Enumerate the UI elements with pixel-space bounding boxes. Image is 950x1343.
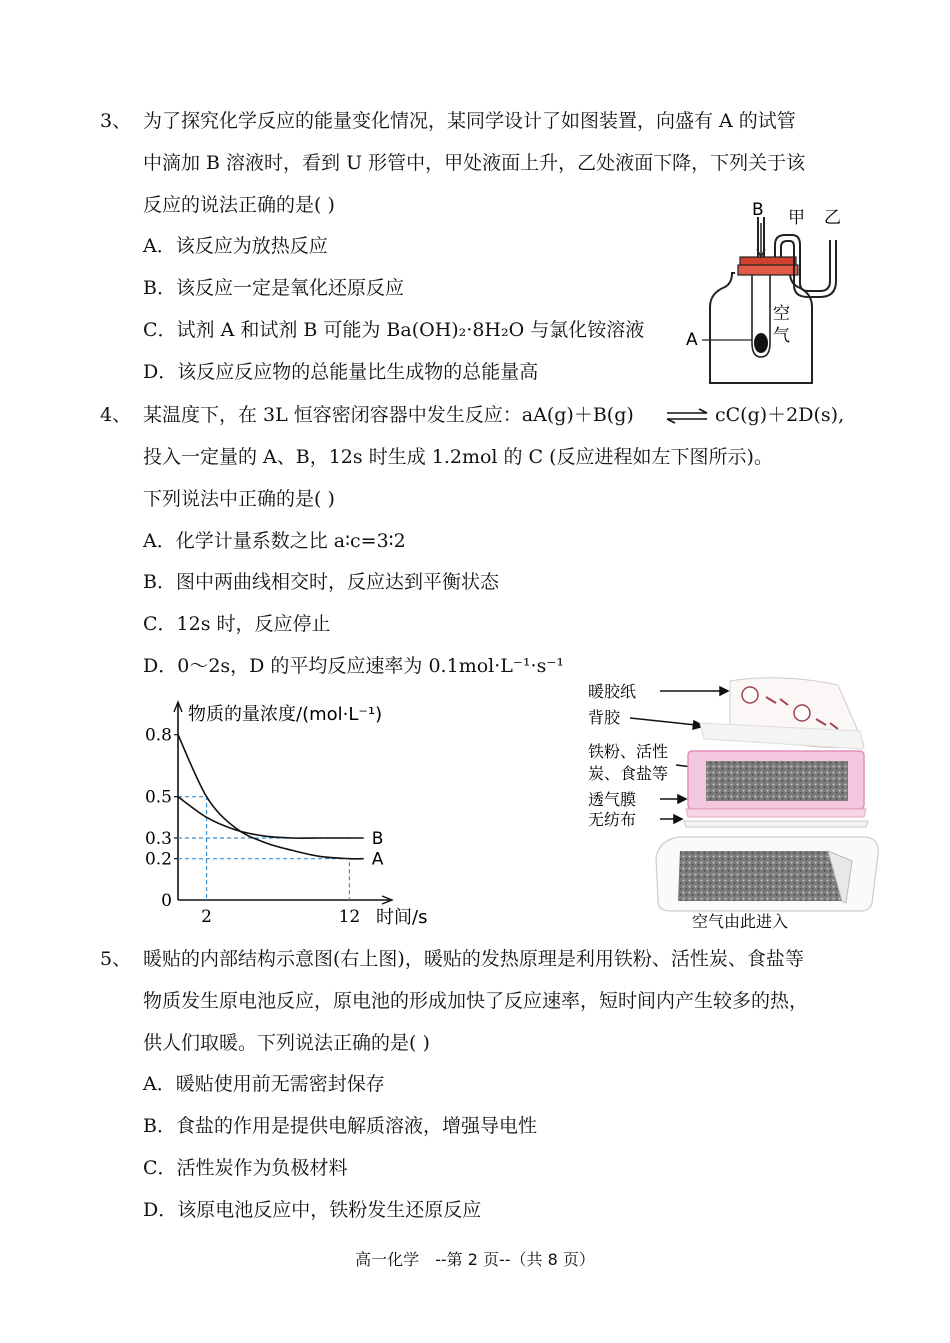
question-3-line-2: 中滴加 B 溶液时，看到 U 形管中，甲处液面上升，乙处液面下降，下列关于该 bbox=[143, 152, 806, 174]
hand-warmer-figure bbox=[580, 675, 900, 935]
bottle-outline bbox=[710, 273, 812, 383]
chart-x-axis-title: 时间/s bbox=[376, 907, 428, 928]
question-4-number: 4、 bbox=[100, 404, 132, 426]
question-3-option-c: C．试剂 A 和试剂 B 可能为 Ba(OH)₂·8H₂O 与氯化铵溶液 bbox=[143, 319, 645, 341]
concentration-chart bbox=[140, 690, 460, 935]
chart-y-tick-label: 0.3 bbox=[144, 829, 172, 849]
question-3-option-d: D．该反应反应物的总能量比生成物的总能量高 bbox=[143, 361, 539, 383]
chart-x-tick-label: 12 bbox=[338, 907, 361, 927]
label-tan: 炭、食盐等 bbox=[588, 764, 669, 783]
question-4-line-1-right: cC(g)＋2D(s), bbox=[715, 404, 845, 426]
question-3-line-1: 为了探究化学反应的能量变化情况，某同学设计了如图装置，向盛有 A 的试管 bbox=[143, 110, 796, 132]
label-qi: 气 bbox=[773, 326, 790, 346]
chart-y-tick-label: 0.5 bbox=[144, 787, 172, 808]
chart-series-A bbox=[178, 735, 364, 859]
question-4-option-a: A．化学计量系数之比 a∶c=3∶2 bbox=[143, 530, 406, 552]
question-3-option-b: B．该反应一定是氧化还原反应 bbox=[143, 277, 404, 299]
label-jia: 甲 bbox=[788, 208, 805, 228]
chart-series-label-A: A bbox=[371, 849, 384, 870]
question-4-option-d: D．0～2s，D 的平均反应速率为 0.1mol·L⁻¹·s⁻¹ bbox=[143, 655, 564, 677]
chart-series-label-B: B bbox=[371, 829, 384, 849]
question-5-option-c: C．活性炭作为负极材料 bbox=[143, 1157, 348, 1179]
equilibrium-arrow-icon bbox=[665, 408, 709, 424]
chart-guide-line bbox=[178, 859, 349, 900]
question-3-number: 3、 bbox=[100, 110, 132, 132]
label-kong: 空 bbox=[773, 304, 790, 324]
page-footer: 高一化学 --第 2 页--（共 8 页） bbox=[355, 1250, 595, 1269]
question-3-line-3: 反应的说法正确的是( ) bbox=[143, 194, 335, 216]
question-5-line-1: 暖贴的内部结构示意图(右上图)，暖贴的发热原理是利用铁粉、活性炭、食盐等 bbox=[143, 948, 804, 970]
non-woven-fabric-layer bbox=[684, 821, 868, 827]
apparatus-figure bbox=[680, 195, 850, 390]
label-touqimo: 透气膜 bbox=[588, 790, 637, 809]
breathable-membrane-layer bbox=[686, 809, 866, 817]
question-4-option-c: C．12s 时，反应停止 bbox=[143, 613, 331, 635]
question-5-option-a: A．暖贴使用前无需密封保存 bbox=[143, 1073, 385, 1095]
question-4-line-3: 下列说法中正确的是( ) bbox=[143, 488, 335, 510]
chart-y-tick-label: 0 bbox=[161, 891, 172, 911]
chart-series-B bbox=[178, 797, 364, 838]
question-5-option-d: D．该原电池反应中，铁粉发生还原反应 bbox=[143, 1199, 482, 1221]
question-5-number: 5、 bbox=[100, 948, 132, 970]
question-3-option-a: A．该反应为放热反应 bbox=[143, 235, 328, 257]
label-wufangbu: 无纺布 bbox=[588, 810, 637, 829]
question-5-line-3: 供人们取暖。下列说法正确的是( ) bbox=[143, 1032, 430, 1054]
question-5-line-2: 物质发生原电池反应，原电池的形成加快了反应速率，短时间内产生较多的热， bbox=[143, 990, 809, 1012]
question-5-option-b: B．食盐的作用是提供电解质溶液，增强导电性 bbox=[143, 1115, 537, 1137]
label-nuanjiaozhi: 暖胶纸 bbox=[588, 682, 637, 701]
label-b: B bbox=[752, 200, 764, 220]
question-4-option-b: B．图中两曲线相交时，反应达到平衡状态 bbox=[143, 571, 499, 593]
chart-guide-line bbox=[178, 797, 207, 900]
label-a: A bbox=[686, 330, 698, 350]
chart-y-axis-title: 物质的量浓度/(mol·L⁻¹) bbox=[188, 704, 383, 725]
chart-y-tick-label: 0.2 bbox=[144, 849, 172, 870]
air-entry-caption: 空气由此进入 bbox=[692, 912, 789, 931]
label-beijiao: 背胶 bbox=[588, 708, 621, 727]
label-tiefen: 铁粉、活性 bbox=[588, 742, 669, 761]
question-4-line-1-left: 某温度下，在 3L 恒容密闭容器中发生反应：aA(g)＋B(g) bbox=[143, 404, 634, 426]
question-4-line-2: 投入一定量的 A、B，12s 时生成 1.2mol 的 C (反应进程如左下图所示)。 bbox=[143, 446, 773, 468]
label-yi: 乙 bbox=[824, 208, 841, 228]
chart-y-tick-label: 0.8 bbox=[144, 725, 172, 746]
chart-x-tick-label: 2 bbox=[201, 907, 212, 927]
